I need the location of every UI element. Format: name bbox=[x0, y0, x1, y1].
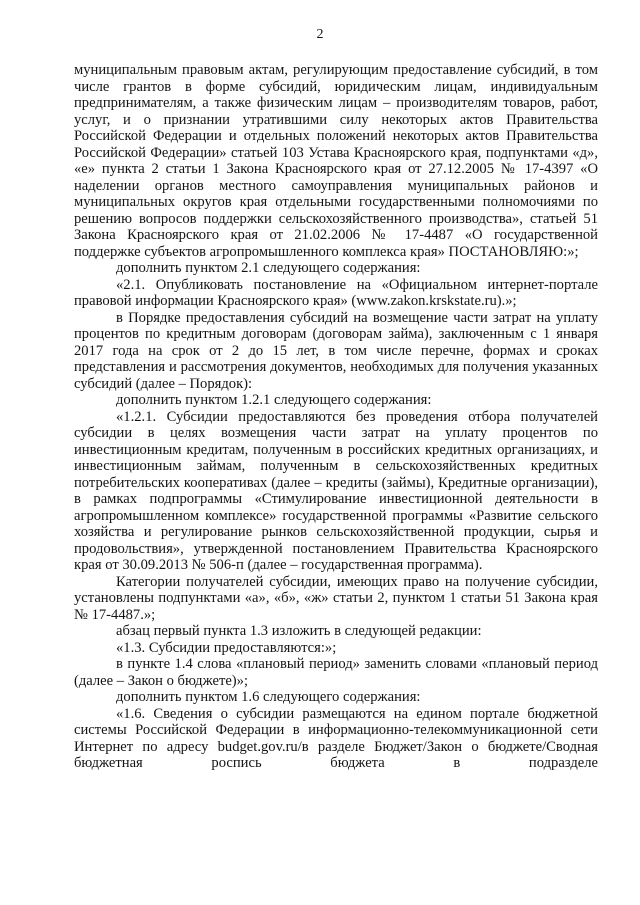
paragraph-clause-2-1: «2.1. Опубликовать постановление на «Официальном интернет-портале правовой информации Красноярского края» (www.zakon.krskstate.ru).»; bbox=[74, 276, 598, 309]
paragraph-amendment-1-2-1-intro: дополнить пунктом 1.2.1 следующего содержания: bbox=[116, 392, 432, 408]
page-number: 2 bbox=[316, 27, 324, 42]
paragraph-clause-1-3: «1.3. Субсидии предоставляются:»; bbox=[116, 639, 337, 656]
paragraph-clause-1-2-1: «1.2.1. Субсидии предоставляются без проведения отбора получателей субсидии в целях возмещения части затрат на уплату процентов по инвестиционным кредитам, полученным в российских кредитных организациях, и инвестиционным займам, полученным в сельскохозяйственных кредитных потребительских кооперативах (далее – кредиты (займы), Кредитные организации), в рамках подпрограммы «Стимулирование инвестиционной деятельности в агропромышленном комплексе» государственной программы «Развитие сельского хозяйства и регулирование рынков сельскохозяйственной продукции, сырья и продовольствия», утвержденной постановлением Правительства Красноярского края от 30.09.2013 № 506-п (далее – государственная программа). bbox=[74, 408, 598, 573]
paragraph-amendment-1-6-intro: дополнить пунктом 1.6 следующего содержания: bbox=[116, 689, 421, 705]
paragraph-recipient-categories: Категории получателей субсидии, имеющих право на получение субсидии, установлены подпунктами «а», «б», «ж» статьи 2, пунктом 1 статьи 51 Закона края № 17-4487.»; bbox=[74, 573, 598, 623]
paragraph-procedure-intro: в Порядке предоставления субсидий на возмещение части затрат на уплату процентов по кредитным договорам (договорам займа), заключенным с 1 января 2017 года на срок от 2 до 15 лет, в том числе перечне, формах и сроках представления и рассмотрения документов, необходимых для получения указанных субсидий (далее – Порядок): bbox=[74, 309, 598, 392]
paragraph-amendment-2-1-intro: дополнить пунктом 2.1 следующего содержания: bbox=[116, 260, 421, 276]
paragraph-preamble-continuation: муниципальным правовым актам, регулирующим предоставление субсидий, в том числе грантов в форме субсидий, юридическим лицам, индивидуальным предпринимателям, а также физическим лицам – производителям товаров, работ, услуг, и о признании утратившими силу некоторых актов Правительства Российской Федерации и отдельных положений некоторых актов Правительства Российской Федерации» статьей 103 Устава Красноярского края, подпунктами «д», «е» пункта 2 статьи 1 Закона Красноярского края от 27.12.2005 № 17-4397 «О наделении органов местного самоуправления муниципальных районов и муниципальных округов края отдельными государственными полномочиями по решению вопросов поддержки сельскохозяйственного производства», статьей 51 Закона Красноярского края от 21.02.2006 № 17-4487 «О государственной поддержке субъектов агропромышленного комплекса края» ПОСТАНОВЛЯЮ:»; bbox=[74, 62, 598, 260]
paragraph-amendment-1-3-intro: абзац первый пункта 1.3 изложить в следующей редакции: bbox=[116, 623, 482, 639]
paragraph-clause-1-6: «1.6. Сведения о субсидии размещаются на едином портале бюджетной системы Российской Федерации в информационно-телекоммуникационной сети Интернет по адресу budget.gov.ru/в разделе Бюджет/Закон о бюджете/Сводная бюджетная роспись бюджета в подразделе bbox=[74, 705, 598, 771]
document-body bbox=[74, 62, 598, 772]
paragraph-amendment-1-4: в пункте 1.4 слова «плановый период» заменить словами «плановый период (далее – Закон о бюджете)»; bbox=[74, 656, 598, 689]
